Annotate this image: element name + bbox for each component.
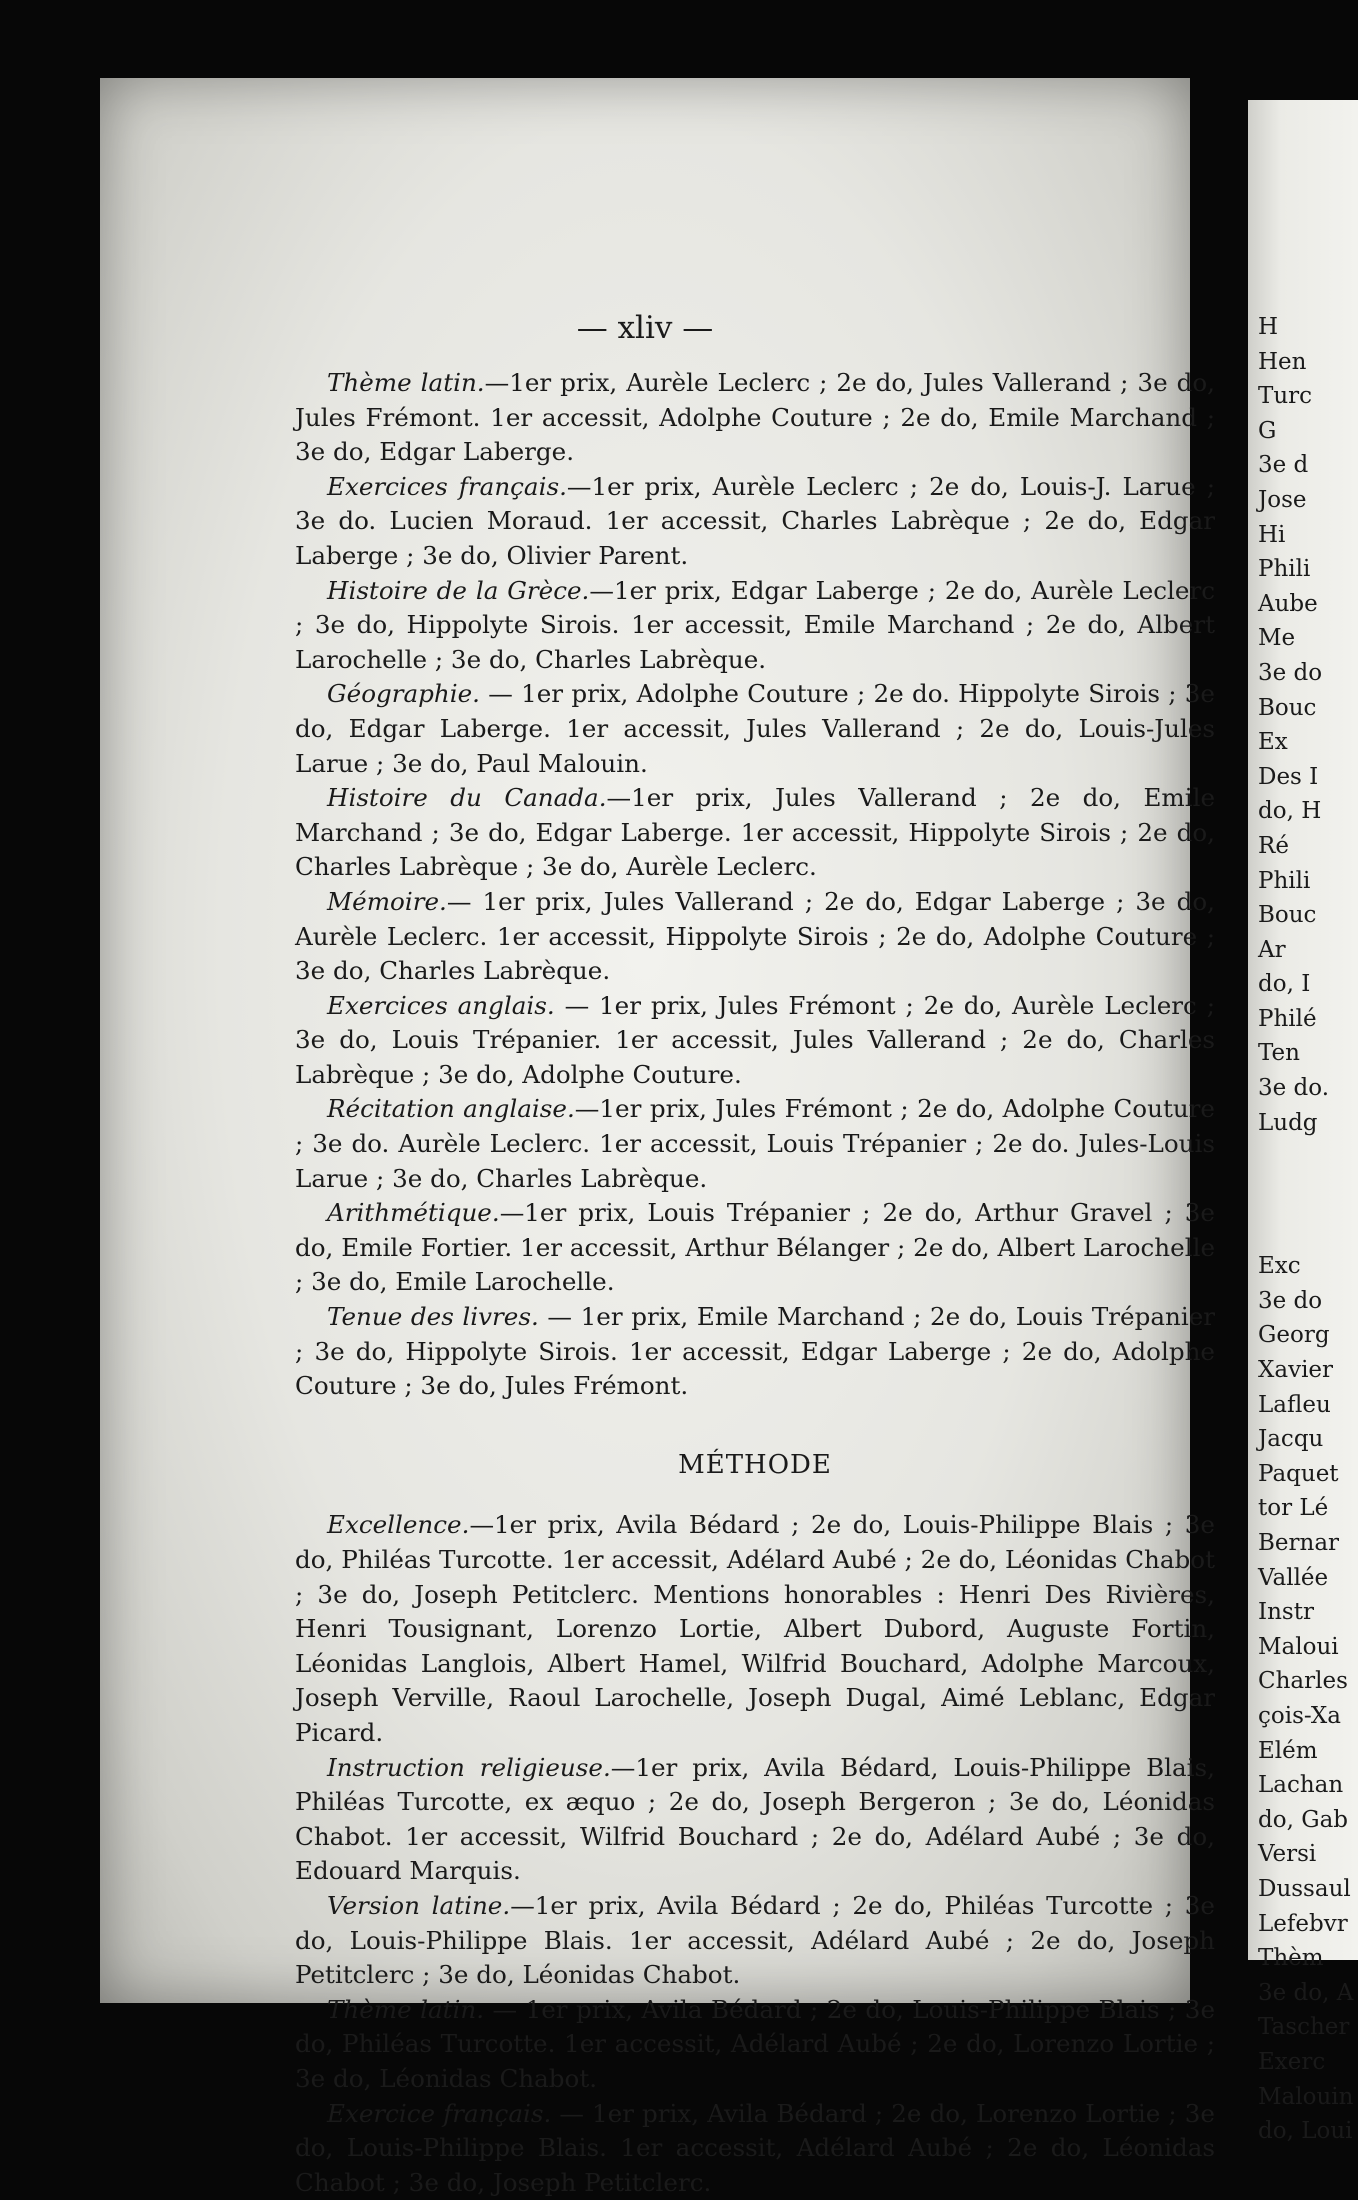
prize-entry (295, 989, 1215, 1093)
prize-entry (295, 1751, 1215, 1889)
fragment-line: 3e do, A (1258, 1976, 1358, 2011)
fragment-line: Charles (1258, 1664, 1358, 1699)
fragment-line: Ex (1258, 725, 1358, 760)
fragment-line: do, Loui (1258, 2114, 1358, 2149)
adjacent-page-text (1258, 310, 1358, 2149)
prize-entry (295, 885, 1215, 989)
adjacent-fragments-2 (1258, 1249, 1358, 2148)
fragment-line: do, I (1258, 967, 1358, 1002)
fragment-line: Phili (1258, 552, 1358, 587)
fragment-line: çois-Xa (1258, 1699, 1358, 1734)
fragment-line: Aube (1258, 587, 1358, 622)
subject-heading: Thème latin. (327, 1995, 484, 2024)
fragment-line: 3e d (1258, 448, 1358, 483)
fragment-line: G (1258, 414, 1358, 449)
prize-text: —1er prix, Avila Bédard, Louis-Philippe Blais, Philéas Turcotte, ex æquo ; 2e do, Joseph Bergeron ; 3e do, Léonidas Chabot. 1er accessit, Wilfrid Bouchard ; 2e do, Adélard Aubé ; 3e do, Edouard Marquis. (295, 1753, 1215, 1886)
prize-entry (295, 1993, 1215, 2097)
fragment-line: Tascher (1258, 2010, 1358, 2045)
subject-heading: Thème latin. (327, 368, 485, 397)
subject-heading: Excellence. (327, 1510, 469, 1539)
fragment-line: Turc (1258, 379, 1358, 414)
section-title: MÉTHODE (295, 1448, 1215, 1483)
prize-entry (295, 2097, 1215, 2200)
fragment-line: Ré (1258, 829, 1358, 864)
fragment-line: tor Lé (1258, 1491, 1358, 1526)
subject-heading: Exercices français. (327, 472, 567, 501)
fragment-line: Ar (1258, 933, 1358, 968)
prize-entry (295, 1508, 1215, 1750)
prize-entry (295, 574, 1215, 678)
subject-heading: Récitation anglaise. (327, 1094, 575, 1123)
book-page (100, 78, 1190, 2003)
prize-text: —1er prix, Louis Trépanier ; 2e do, Arthur Gravel ; 3e do, Emile Fortier. 1er accessit, Arthur Bélanger ; 2e do, Albert Larochelle ; 3e do, Emile Larochelle. (295, 1198, 1215, 1296)
fragment-line: Exerc (1258, 2045, 1358, 2080)
fragment-line: Lafleu (1258, 1388, 1358, 1423)
prize-text: — 1er prix, Jules Frémont ; 2e do, Aurèle Leclerc ; 3e do, Louis Trépanier. 1er accessit, Jules Vallerand ; 2e do, Charles Labrèque ; 3e do, Adolphe Couture. (295, 991, 1215, 1089)
fragment-line: 3e do (1258, 656, 1358, 691)
prize-text: — 1er prix, Avila Bédard ; 2e do, Louis-Philippe Blais ; 3e do, Philéas Turcotte. 1er accessit, Adélard Aubé ; 2e do, Lorenzo Lortie ; 3e do, Léonidas Chabot. (295, 1995, 1215, 2093)
fragment-line: do, Gab (1258, 1803, 1358, 1838)
subject-heading: Arithmétique. (327, 1198, 500, 1227)
prize-entry (295, 781, 1215, 885)
subject-heading: Histoire du Canada. (327, 783, 607, 812)
fragment-line: Jacqu (1258, 1422, 1358, 1457)
fragment-line: Maloui (1258, 1630, 1358, 1665)
fragment-line: 3e do. (1258, 1071, 1358, 1106)
fragment-line: Xavier (1258, 1353, 1358, 1388)
subject-heading: Instruction religieuse. (327, 1753, 611, 1782)
adjacent-fragments-1 (1258, 310, 1358, 1140)
entries-group-1 (295, 366, 1215, 1404)
prize-text: —1er prix, Aurèle Leclerc ; 2e do, Louis-J. Larue ; 3e do. Lucien Moraud. 1er accessit, Charles Labrèque ; 2e do, Edgar Laberge ; 3e do, Olivier Parent. (295, 472, 1215, 570)
fragment-line: Dussaul (1258, 1872, 1358, 1907)
fragment-line: Bernar (1258, 1526, 1358, 1561)
fragment-line: Exc (1258, 1249, 1358, 1284)
fragment-line: Hi (1258, 518, 1358, 553)
fragment-line: Bouc (1258, 898, 1358, 933)
prize-text: — 1er prix, Adolphe Couture ; 2e do. Hippolyte Sirois ; 3e do, Edgar Laberge. 1er accessit, Jules Vallerand ; 2e do, Louis-Jules Larue ; 3e do, Paul Malouin. (295, 679, 1215, 777)
fragment-line: Lachan (1258, 1768, 1358, 1803)
fragment-line: Phili (1258, 864, 1358, 899)
fragment-line: Paquet (1258, 1457, 1358, 1492)
prize-text: —1er prix, Edgar Laberge ; 2e do, Aurèle Leclerc ; 3e do, Hippolyte Sirois. 1er accessit, Emile Marchand ; 2e do, Albert Larochelle ; 3e do, Charles Labrèque. (295, 576, 1215, 674)
prize-entry (295, 1300, 1215, 1404)
fragment-line: Georg (1258, 1318, 1358, 1353)
fragment-line: Jose (1258, 483, 1358, 518)
page-number: — xliv — (100, 310, 1190, 346)
prize-text: —1er prix, Avila Bédard ; 2e do, Louis-Philippe Blais ; 3e do, Philéas Turcotte. 1er accessit, Adélard Aubé ; 2e do, Léonidas Chabot ; 3e do, Joseph Petitclerc. Mentions honorables : Henri Des Rivières, Henri Tousignant, Lorenzo Lortie, Albert Dubord, Auguste Fortin, Léonidas Langlois, Albert Hamel, Wilfrid Bouchard, Adolphe Marcoux, Joseph Verville, Raoul Larochelle, Joseph Dugal, Aimé Leblanc, Edgar Picard. (295, 1510, 1215, 1747)
prize-text: — 1er prix, Avila Bédard ; 2e do, Lorenzo Lortie ; 3e do, Louis-Philippe Blais. 1er accessit, Adélard Aubé ; 2e do, Léonidas Chabot ; 3e do, Joseph Petitclerc. (295, 2099, 1215, 2197)
fragment-line: Vallée (1258, 1561, 1358, 1596)
prize-entry (295, 1196, 1215, 1300)
fragment-line: Des I (1258, 760, 1358, 795)
subject-heading: Tenue des livres. (327, 1302, 539, 1331)
fragment-line: Bouc (1258, 691, 1358, 726)
fragment-line: H (1258, 310, 1358, 345)
prize-list (295, 366, 1215, 2200)
subject-heading: Exercice français. (327, 2099, 551, 2128)
fragment-line: Philé (1258, 1002, 1358, 1037)
fragment-line: Elém (1258, 1734, 1358, 1769)
fragment-line: Ten (1258, 1036, 1358, 1071)
fragment-line: Thèm (1258, 1941, 1358, 1976)
adjacent-page (1248, 100, 1358, 1960)
fragment-line: Malouin (1258, 2080, 1358, 2115)
prize-text: —1er prix, Jules Vallerand ; 2e do, Emile Marchand ; 3e do, Edgar Laberge. 1er accessit, Hippolyte Sirois ; 2e do, Charles Labrèque ; 3e do, Aurèle Leclerc. (295, 783, 1215, 881)
fragment-line: 3e do (1258, 1284, 1358, 1319)
fragment-line: Instr (1258, 1595, 1358, 1630)
entries-group-2 (295, 1508, 1215, 2200)
fragment-line: Versi (1258, 1837, 1358, 1872)
fragment-line: Ludg (1258, 1106, 1358, 1141)
prize-text: — 1er prix, Emile Marchand ; 2e do, Louis Trépanier ; 3e do, Hippolyte Sirois. 1er accessit, Edgar Laberge ; 2e do, Adolphe Couture ; 3e do, Jules Frémont. (295, 1302, 1215, 1400)
subject-heading: Version latine. (327, 1891, 510, 1920)
subject-heading: Géographie. (327, 679, 480, 708)
prize-entry (295, 1092, 1215, 1196)
prize-text: —1er prix, Aurèle Leclerc ; 2e do, Jules Vallerand ; 3e do, Jules Frémont. 1er accessit, Adolphe Couture ; 2e do, Emile Marchand ; 3e do, Edgar Laberge. (295, 368, 1215, 466)
fragment-line: Hen (1258, 345, 1358, 380)
prize-entry (295, 366, 1215, 470)
prize-entry (295, 470, 1215, 574)
fragment-line: Lefebvr (1258, 1907, 1358, 1942)
subject-heading: Histoire de la Grèce. (327, 576, 589, 605)
prize-text: —1er prix, Avila Bédard ; 2e do, Philéas Turcotte ; 3e do, Louis-Philippe Blais. 1er accessit, Adélard Aubé ; 2e do, Joseph Petitclerc ; 3e do, Léonidas Chabot. (295, 1891, 1215, 1989)
prize-entry (295, 677, 1215, 781)
prize-text: — 1er prix, Jules Vallerand ; 2e do, Edgar Laberge ; 3e do, Aurèle Leclerc. 1er accessit, Hippolyte Sirois ; 2e do, Adolphe Couture ; 3e do, Charles Labrèque. (295, 887, 1215, 985)
subject-heading: Mémoire. (327, 887, 447, 916)
prize-text: —1er prix, Jules Frémont ; 2e do, Adolphe Couture ; 3e do. Aurèle Leclerc. 1er accessit, Louis Trépanier ; 2e do. Jules-Louis Larue ; 3e do, Charles Labrèque. (295, 1094, 1215, 1192)
prize-entry (295, 1889, 1215, 1993)
fragment-line: Me (1258, 621, 1358, 656)
fragment-line: do, H (1258, 794, 1358, 829)
subject-heading: Exercices anglais. (327, 991, 555, 1020)
